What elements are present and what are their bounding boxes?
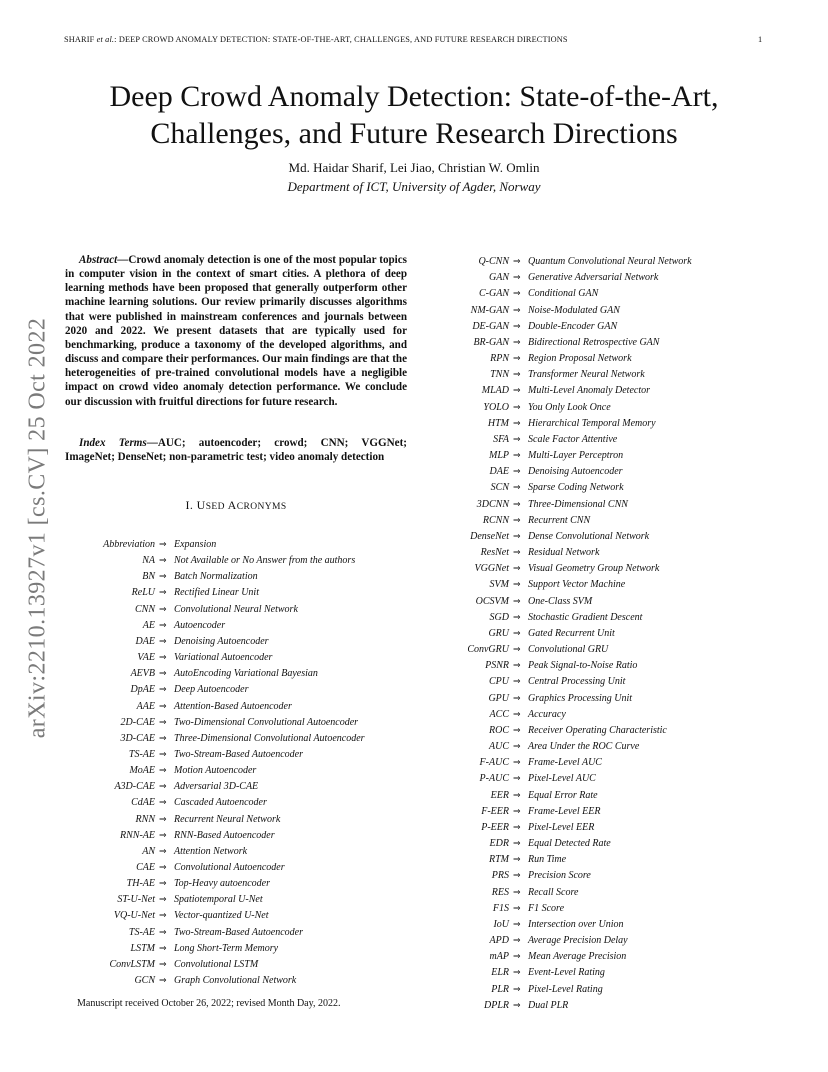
acronym-entry <box>0 562 800 576</box>
implies-arrow-icon: ⇒ <box>513 354 521 365</box>
acronym-term: SCN <box>490 482 509 494</box>
acronym-term: NM-GAN <box>470 304 509 316</box>
acronym-entry <box>0 692 800 706</box>
implies-arrow-icon: ⇒ <box>159 814 167 825</box>
acronym-term: RES <box>491 886 509 898</box>
implies-arrow-icon: ⇒ <box>159 669 167 680</box>
acronym-entry <box>0 659 800 673</box>
acronym-expansion: Transformer Neural Network <box>528 369 645 381</box>
implies-arrow-icon: ⇒ <box>513 467 521 478</box>
acronym-expansion: Multi-Level Anomaly Detector <box>528 385 651 397</box>
acronym-entry <box>0 271 800 285</box>
acronym-term: PSNR <box>485 660 509 672</box>
acronym-expansion: F1 Score <box>528 902 565 914</box>
acronym-term: F1S <box>492 902 509 914</box>
section-small-1: SED <box>205 502 228 512</box>
acronym-expansion: AutoEncoding Variational Bayesian <box>174 668 318 680</box>
acronym-entry <box>0 853 800 867</box>
acronym-term: TS-AE <box>128 926 155 938</box>
page-number: 1 <box>758 35 763 44</box>
acronym-term: BR-GAN <box>473 336 509 348</box>
acronym-term: GCN <box>134 975 155 987</box>
acronym-entry <box>0 611 800 625</box>
acronym-term: VAE <box>137 652 155 664</box>
acronym-expansion: RNN-Based Autoencoder <box>174 829 275 841</box>
implies-arrow-icon: ⇒ <box>513 418 521 429</box>
acronym-expansion: Run Time <box>528 854 567 866</box>
acronym-term: RCNN <box>482 514 509 526</box>
acronym-term: MoAE <box>129 765 155 777</box>
implies-arrow-icon: ⇒ <box>513 693 521 704</box>
implies-arrow-icon: ⇒ <box>513 887 521 898</box>
acronym-expansion: Support Vector Machine <box>528 579 626 591</box>
section-cap-2: A <box>227 498 237 512</box>
acronym-entry <box>0 433 800 447</box>
acronym-term: P-AUC <box>479 773 509 785</box>
implies-arrow-icon: ⇒ <box>513 515 521 526</box>
acronym-term: ROC <box>489 724 509 736</box>
acronym-entry <box>0 304 800 318</box>
acronym-term: VQ-U-Net <box>113 910 155 922</box>
acronym-term: Abbreviation <box>103 539 155 550</box>
acronym-term: ACC <box>489 708 509 720</box>
acronym-term: IoU <box>493 918 509 930</box>
implies-arrow-icon: ⇒ <box>513 855 521 866</box>
acronym-entry <box>0 368 800 382</box>
implies-arrow-icon: ⇒ <box>513 434 521 445</box>
implies-arrow-icon: ⇒ <box>513 903 521 914</box>
acronym-term: DE-GAN <box>472 320 509 332</box>
acronym-term: RPN <box>490 353 509 365</box>
acronym-entry <box>0 384 800 398</box>
acronym-expansion: Three-Dimensional Convolutional Autoencoder <box>174 732 365 744</box>
implies-arrow-icon: ⇒ <box>513 661 521 672</box>
acronym-expansion: Graph Convolutional Network <box>174 975 297 987</box>
acronym-expansion: Stochastic Gradient Descent <box>528 611 643 623</box>
acronym-expansion: You Only Look Once <box>528 401 611 413</box>
acronym-term: CAE <box>136 862 155 873</box>
implies-arrow-icon: ⇒ <box>513 257 521 267</box>
acronym-entry <box>0 481 800 495</box>
acronym-term: A3D-CAE <box>114 781 155 793</box>
acronym-expansion: Hierarchical Temporal Memory <box>528 417 656 429</box>
acronym-term: AE <box>142 619 155 631</box>
acronym-expansion: Two-Dimensional Convolutional Autoencoder <box>174 716 359 728</box>
implies-arrow-icon: ⇒ <box>513 321 521 332</box>
acronym-term: RNN <box>135 813 155 825</box>
acronym-term: 3D-CAE <box>120 732 155 744</box>
index-terms-label: Index Terms <box>79 437 147 449</box>
acronym-expansion: Peak Signal-to-Noise Ratio <box>528 660 638 672</box>
acronym-expansion: Convolutional Neural Network <box>174 603 298 615</box>
implies-arrow-icon: ⇒ <box>513 580 521 591</box>
implies-arrow-icon: ⇒ <box>159 733 167 744</box>
acronym-entry <box>0 320 800 334</box>
acronym-term: DpAE <box>130 684 155 696</box>
acronym-expansion: Convolutional LSTM <box>174 958 259 970</box>
implies-arrow-icon: ⇒ <box>513 1000 521 1011</box>
acronym-expansion: Rectified Linear Unit <box>174 587 259 599</box>
acronym-term: CPU <box>489 676 509 688</box>
acronym-term: DAE <box>135 635 155 647</box>
implies-arrow-icon: ⇒ <box>159 911 167 922</box>
acronym-term: TNN <box>490 369 509 381</box>
implies-arrow-icon: ⇒ <box>159 604 167 615</box>
acronym-expansion: Convolutional Autoencoder <box>174 862 285 873</box>
acronym-expansion: Frame-Level EER <box>528 805 601 817</box>
implies-arrow-icon: ⇒ <box>159 863 167 873</box>
implies-arrow-icon: ⇒ <box>159 846 167 857</box>
acronym-term: AN <box>142 845 155 857</box>
abstract-text: —Crowd anomaly detection is one of the most popular topics in computer vision in the context of smart cities. A plethora of deep learning methods have been proposed that generally outperform other machine learning solutions. Our review primarily discusses algorithms that were published in mainstream conferences and journals between 2020 and 2022. We present datasets that are typically used for benchmarking, produce a taxonomy of the developed algorithms, and discuss and compare their performances. Our main findings are that the heterogeneities of pre-trained convolutional models have a negligible impact on crowd video anomaly detection performance. We conclude our discussion with fruitful directions for future research. <box>65 254 407 408</box>
acronym-entry <box>0 983 800 997</box>
acronym-term: GRU <box>488 627 509 639</box>
implies-arrow-icon: ⇒ <box>159 895 167 906</box>
acronym-entry <box>0 772 800 786</box>
acronym-entry <box>0 627 800 641</box>
acronym-expansion: Top-Heavy autoencoder <box>174 878 270 890</box>
implies-arrow-icon: ⇒ <box>513 677 521 688</box>
implies-arrow-icon: ⇒ <box>513 337 521 348</box>
acronym-entry <box>0 918 800 932</box>
implies-arrow-icon: ⇒ <box>513 612 521 623</box>
acronym-expansion: Vector-quantized U-Net <box>174 910 269 922</box>
acronym-term: CNN <box>134 603 155 615</box>
acronym-expansion: Expansion <box>174 539 217 550</box>
acronym-term: Q-CNN <box>478 256 509 267</box>
acronym-entry <box>0 417 800 431</box>
acronym-expansion: Dual PLR <box>528 999 569 1011</box>
acronym-entry <box>0 740 800 754</box>
section-small-2: CRONYMS <box>236 502 287 512</box>
acronym-entry <box>0 449 800 463</box>
acronym-expansion: Precision Score <box>528 870 591 882</box>
acronym-expansion: Long Short-Term Memory <box>174 942 279 954</box>
implies-arrow-icon: ⇒ <box>513 483 521 494</box>
acronym-expansion: Gated Recurrent Unit <box>528 627 615 639</box>
acronym-term: GPU <box>488 692 509 704</box>
implies-arrow-icon: ⇒ <box>513 709 521 720</box>
acronym-expansion: Equal Detected Rate <box>528 838 611 850</box>
acronym-expansion: Accuracy <box>528 708 566 720</box>
implies-arrow-icon: ⇒ <box>513 790 521 801</box>
acronym-expansion: Mean Average Precision <box>528 951 627 963</box>
acronym-term: SFA <box>493 433 509 445</box>
acronym-expansion: Not Available or No Answer from the authors <box>174 555 356 567</box>
acronym-term: HTM <box>487 417 509 429</box>
acronym-term: AUC <box>489 741 509 753</box>
acronym-expansion: Cascaded Autoencoder <box>174 797 267 809</box>
acronym-entry <box>0 352 800 366</box>
acronym-term: C-GAN <box>479 288 509 300</box>
acronym-expansion: Pixel-Level AUC <box>528 773 596 785</box>
implies-arrow-icon: ⇒ <box>513 451 521 462</box>
acronym-term: RTM <box>489 854 509 866</box>
acronym-expansion: Equal Error Rate <box>528 789 598 801</box>
implies-arrow-icon: ⇒ <box>513 289 521 300</box>
acronym-expansion: Double-Encoder GAN <box>528 320 618 332</box>
acronym-term: APD <box>489 935 509 947</box>
acronym-entry <box>0 886 800 900</box>
implies-arrow-icon: ⇒ <box>513 564 521 575</box>
acronym-expansion: Residual Network <box>528 547 600 559</box>
implies-arrow-icon: ⇒ <box>159 540 167 550</box>
implies-arrow-icon: ⇒ <box>513 531 521 542</box>
implies-arrow-icon: ⇒ <box>159 717 167 728</box>
acronym-term: 3DCNN <box>476 498 509 510</box>
acronym-expansion: Scale Factor Attentive <box>528 433 618 445</box>
acronym-term: CdAE <box>131 797 155 809</box>
acronym-expansion: Autoencoder <box>174 619 226 631</box>
acronym-entry <box>0 643 800 657</box>
acronym-expansion: Attention-Based Autoencoder <box>174 700 292 712</box>
acronym-entry <box>0 805 800 819</box>
acronym-term: ReLU <box>131 587 155 599</box>
acronym-entry <box>0 756 800 770</box>
implies-arrow-icon: ⇒ <box>159 959 167 970</box>
acronym-entry <box>0 724 800 738</box>
implies-arrow-icon: ⇒ <box>513 742 521 753</box>
acronym-term: TH-AE <box>126 878 155 890</box>
acronym-term: PRS <box>491 870 509 882</box>
acronym-expansion: Frame-Level AUC <box>528 757 602 769</box>
acronym-term: EDR <box>489 838 509 850</box>
title-line-2: Challenges, and Future Research Directions <box>150 117 678 150</box>
arxiv-identifier-stamp: arXiv:2210.13927v1 [cs.CV] 25 Oct 2022 <box>24 317 51 739</box>
acronym-expansion: Pixel-Level Rating <box>528 983 603 995</box>
acronym-expansion: Noise-Modulated GAN <box>528 304 620 316</box>
acronym-expansion: Adversarial 3D-CAE <box>174 781 259 793</box>
acronym-expansion: Generative Adversarial Network <box>528 272 659 284</box>
implies-arrow-icon: ⇒ <box>513 386 521 397</box>
acronym-expansion: Visual Geometry Group Network <box>528 563 660 575</box>
acronym-entry <box>0 837 800 851</box>
acronym-term: DPLR <box>484 999 509 1011</box>
acronym-entry <box>0 675 800 689</box>
acronym-expansion: Two-Stream-Based Autoencoder <box>174 926 303 938</box>
author-list: Md. Haidar Sharif, Lei Jiao, Christian W. Omlin <box>288 160 540 175</box>
implies-arrow-icon: ⇒ <box>159 636 167 647</box>
paper-title <box>60 78 768 152</box>
acronym-expansion: Recurrent CNN <box>528 514 591 526</box>
acronym-entry <box>0 966 800 980</box>
acronym-term: F-EER <box>481 805 509 817</box>
acronym-entry <box>0 789 800 803</box>
acronym-expansion: Dense Convolutional Network <box>528 530 650 542</box>
implies-arrow-icon: ⇒ <box>159 653 167 664</box>
acronym-term: BN <box>142 571 155 583</box>
acronym-term: F-AUC <box>479 757 509 769</box>
acronym-term: YOLO <box>483 401 509 413</box>
acronym-term: P-EER <box>481 821 509 833</box>
acronym-expansion: Central Processing Unit <box>528 676 626 688</box>
acronym-entry <box>0 498 800 512</box>
acronym-expansion: Spatiotemporal U-Net <box>174 894 263 906</box>
implies-arrow-icon: ⇒ <box>513 725 521 736</box>
implies-arrow-icon: ⇒ <box>159 943 167 954</box>
implies-arrow-icon: ⇒ <box>513 499 521 510</box>
acronym-entry <box>0 902 800 916</box>
author-affiliation: Department of ICT, University of Agder, Norway <box>287 179 541 194</box>
implies-arrow-icon: ⇒ <box>159 766 167 777</box>
implies-arrow-icon: ⇒ <box>513 273 521 284</box>
acronym-expansion: Pixel-Level EER <box>528 821 595 833</box>
section-number: I. <box>185 498 197 512</box>
implies-arrow-icon: ⇒ <box>513 758 521 769</box>
acronym-entry <box>0 401 800 415</box>
acronym-term: OCSVM <box>475 595 509 607</box>
acronym-term: MLAD <box>481 385 509 397</box>
running-head-etal: et al. <box>96 35 115 44</box>
acronym-expansion: Denoising Autoencoder <box>174 635 269 647</box>
acronym-entry <box>0 821 800 835</box>
acronym-term: 2D-CAE <box>120 716 155 728</box>
implies-arrow-icon: ⇒ <box>513 596 521 607</box>
implies-arrow-icon: ⇒ <box>513 774 521 785</box>
implies-arrow-icon: ⇒ <box>513 645 521 656</box>
implies-arrow-icon: ⇒ <box>159 927 167 938</box>
implies-arrow-icon: ⇒ <box>159 830 167 841</box>
acronym-entry <box>0 934 800 948</box>
acronym-term: PLR <box>491 983 509 995</box>
implies-arrow-icon: ⇒ <box>159 685 167 696</box>
implies-arrow-icon: ⇒ <box>159 879 167 890</box>
acronym-term: SVM <box>489 579 509 591</box>
acronym-entry <box>0 287 800 301</box>
acronym-expansion: Sparse Coding Network <box>528 482 624 494</box>
acronym-entry <box>0 869 800 883</box>
acronym-term: LSTM <box>130 942 155 954</box>
acronym-term: AEVB <box>130 668 155 680</box>
acronym-expansion: Motion Autoencoder <box>174 765 257 777</box>
acronym-term: mAP <box>489 951 509 963</box>
implies-arrow-icon: ⇒ <box>159 572 167 583</box>
acronym-expansion: Convolutional GRU <box>528 644 609 656</box>
acronym-entry <box>0 514 800 528</box>
acronym-expansion: Intersection over Union <box>528 918 624 930</box>
acronym-term: TS-AE <box>128 748 155 760</box>
implies-arrow-icon: ⇒ <box>513 548 521 559</box>
implies-arrow-icon: ⇒ <box>513 305 521 316</box>
manuscript-footnote: Manuscript received October 26, 2022; revised Month Day, 2022. <box>77 998 341 1009</box>
section-cap-1: U <box>196 498 206 512</box>
running-head-prefix: SHARIF <box>64 35 97 44</box>
acronym-expansion: Batch Normalization <box>174 571 258 583</box>
title-line-1: Deep Crowd Anomaly Detection: State-of-the-Art, <box>109 80 719 113</box>
implies-arrow-icon: ⇒ <box>513 984 521 995</box>
implies-arrow-icon: ⇒ <box>513 806 521 817</box>
acronym-term: NA <box>142 555 155 567</box>
acronym-entry <box>0 950 800 964</box>
acronym-expansion: Receiver Operating Characteristic <box>528 724 667 736</box>
acronym-expansion: Variational Autoencoder <box>174 652 273 664</box>
acronym-term: EER <box>490 789 509 801</box>
acronym-expansion: Three-Dimensional CNN <box>528 498 628 510</box>
implies-arrow-icon: ⇒ <box>159 798 167 809</box>
acronym-term: ConvGRU <box>467 644 509 656</box>
implies-arrow-icon: ⇒ <box>159 588 167 599</box>
implies-arrow-icon: ⇒ <box>513 968 521 979</box>
acronym-term: MLP <box>489 450 509 462</box>
acronym-term: ST-U-Net <box>117 894 155 906</box>
acronym-term: ELR <box>491 967 509 979</box>
acronym-expansion: Graphics Processing Unit <box>528 692 633 704</box>
acronym-entry <box>0 465 800 479</box>
implies-arrow-icon: ⇒ <box>513 936 521 947</box>
implies-arrow-icon: ⇒ <box>159 556 167 567</box>
acronym-expansion: Quantum Convolutional Neural Network <box>528 256 692 267</box>
acronym-entry <box>0 578 800 592</box>
implies-arrow-icon: ⇒ <box>513 871 521 882</box>
implies-arrow-icon: ⇒ <box>513 628 521 639</box>
acronym-expansion: Deep Autoencoder <box>174 684 249 696</box>
implies-arrow-icon: ⇒ <box>513 839 521 850</box>
acronym-expansion: Conditional GAN <box>528 288 599 300</box>
abstract-label: Abstract <box>79 254 118 266</box>
acronym-term: SGD <box>489 611 509 623</box>
acronym-entry <box>0 530 800 544</box>
implies-arrow-icon: ⇒ <box>513 919 521 930</box>
acronym-expansion: Two-Stream-Based Autoencoder <box>174 748 303 760</box>
index-terms-text: —AUC; autoencoder; crowd; CNN; VGGNet; ImageNet; DenseNet; non-parametric test; video anomaly detection <box>65 437 407 464</box>
acronym-expansion: Bidirectional Retrospective GAN <box>528 336 660 348</box>
acronym-term: GAN <box>489 272 509 284</box>
acronym-term: DenseNet <box>470 530 509 542</box>
acronym-term: VGGNet <box>474 563 509 575</box>
acronym-expansion: Recall Score <box>528 886 579 898</box>
implies-arrow-icon: ⇒ <box>513 370 521 381</box>
acronym-expansion: Area Under the ROC Curve <box>528 741 640 753</box>
acronym-expansion: Average Precision Delay <box>528 935 628 947</box>
running-head-title: : DEEP CROWD ANOMALY DETECTION: STATE-OF-THE-ART, CHALLENGES, AND FUTURE RESEARCH DIRECTIONS <box>114 35 568 44</box>
acronym-entry <box>0 595 800 609</box>
acronym-expansion: Recurrent Neural Network <box>174 813 281 825</box>
acronym-entry <box>0 336 800 350</box>
acronym-term: AAE <box>136 700 155 712</box>
acronym-expansion: Denoising Autoencoder <box>528 466 623 478</box>
acronym-term: ResNet <box>480 547 509 559</box>
implies-arrow-icon: ⇒ <box>513 952 521 963</box>
acronym-entry <box>0 708 800 722</box>
acronym-entry <box>0 255 800 269</box>
running-header <box>64 35 764 44</box>
implies-arrow-icon: ⇒ <box>159 976 167 987</box>
acronym-entry <box>0 546 800 560</box>
implies-arrow-icon: ⇒ <box>159 701 167 712</box>
acronym-term: RNN-AE <box>120 829 155 841</box>
implies-arrow-icon: ⇒ <box>159 620 167 631</box>
acronym-term: ConvLSTM <box>109 958 155 970</box>
acronym-term: DAE <box>489 466 509 478</box>
acronym-expansion: Multi-Layer Perceptron <box>528 450 624 462</box>
acronym-expansion: One-Class SVM <box>528 595 593 607</box>
implies-arrow-icon: ⇒ <box>513 822 521 833</box>
implies-arrow-icon: ⇒ <box>513 402 521 413</box>
implies-arrow-icon: ⇒ <box>159 782 167 793</box>
acronym-expansion: Region Proposal Network <box>528 353 632 365</box>
acronym-expansion: Attention Network <box>174 845 248 857</box>
acronym-expansion: Event-Level Rating <box>528 967 605 979</box>
implies-arrow-icon: ⇒ <box>159 749 167 760</box>
